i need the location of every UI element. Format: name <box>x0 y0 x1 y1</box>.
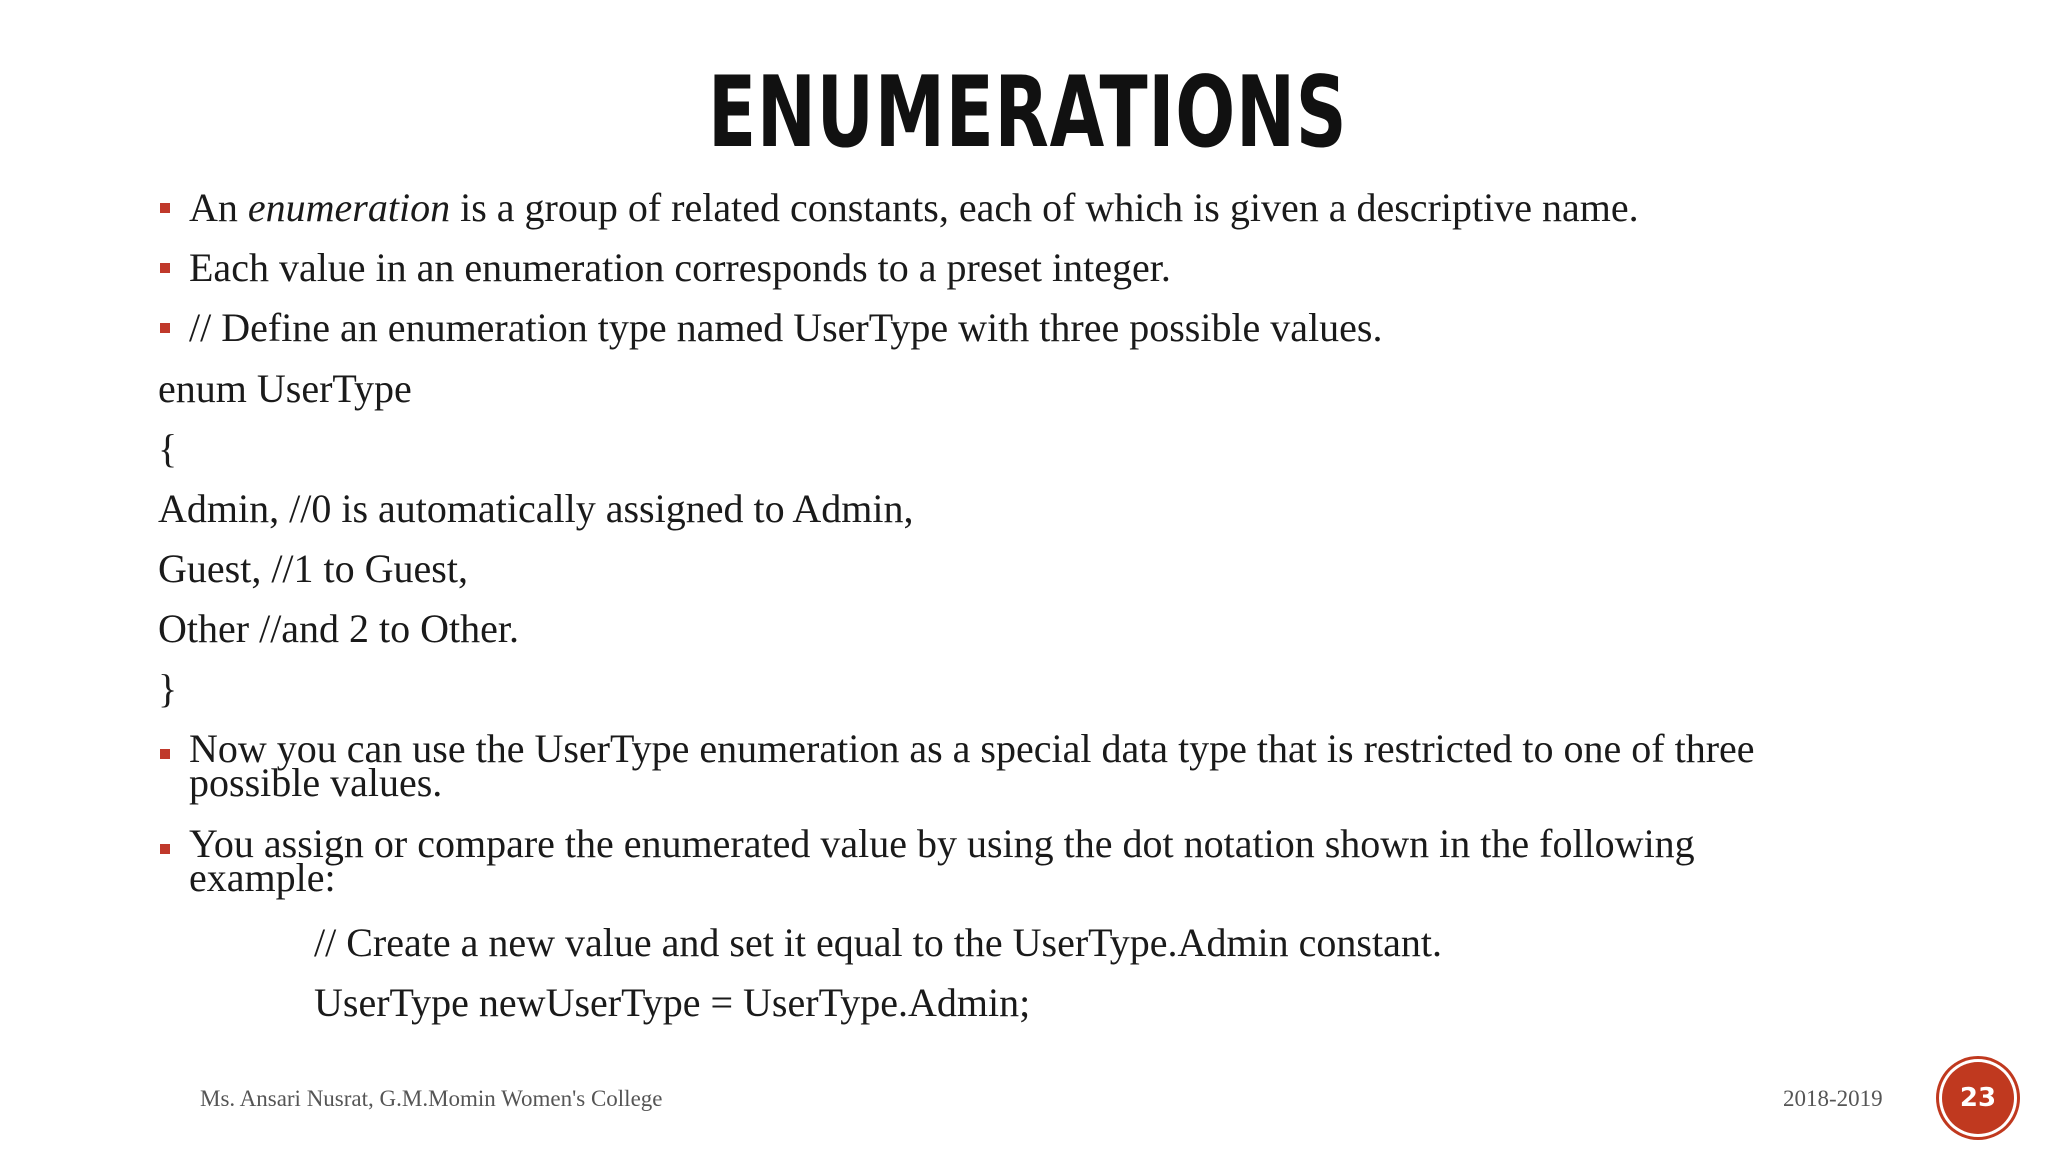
code-line: Guest, //1 to Guest, <box>158 546 468 591</box>
square-bullet-icon <box>160 749 170 759</box>
code-line: Other //and 2 to Other. <box>158 606 520 651</box>
square-bullet-icon <box>160 263 170 273</box>
example-line: // Create a new value and set it equal to the UserType.Admin constant. <box>314 920 1442 965</box>
code-line: enum UserType <box>158 366 412 411</box>
footer-year: 2018-2019 <box>1783 1086 1883 1111</box>
square-bullet-icon <box>160 323 170 333</box>
bullet-text: Now you can use the UserType enumeration as a special data type that is restricted to one of three possible values. <box>189 726 1755 805</box>
slide-title: ENUMERATIONS <box>707 56 1348 170</box>
bullet-text: // Define an enumeration type named UserType with three possible values. <box>189 305 1383 350</box>
example-line: UserType newUserType = UserType.Admin; <box>314 980 1031 1025</box>
square-bullet-icon <box>160 203 170 213</box>
bullet-text: You assign or compare the enumerated value by using the dot notation shown in the following example: <box>189 821 1695 900</box>
code-line: Admin, //0 is automatically assigned to Admin, <box>158 486 914 531</box>
square-bullet-icon <box>160 844 170 854</box>
bullet-text: An enumeration is a group of related constants, each of which is given a descriptive name. <box>189 185 1639 230</box>
page-number-badge <box>1942 1062 2014 1134</box>
code-line: { <box>158 426 178 471</box>
bullet-text: Each value in an enumeration corresponds to a preset integer. <box>189 245 1171 290</box>
code-line: } <box>158 666 178 711</box>
footer-author: Ms. Ansari Nusrat, G.M.Momin Women's College <box>200 1086 663 1111</box>
page-number: 23 <box>1959 1083 1997 1113</box>
emphasized-term: enumeration <box>247 185 451 230</box>
